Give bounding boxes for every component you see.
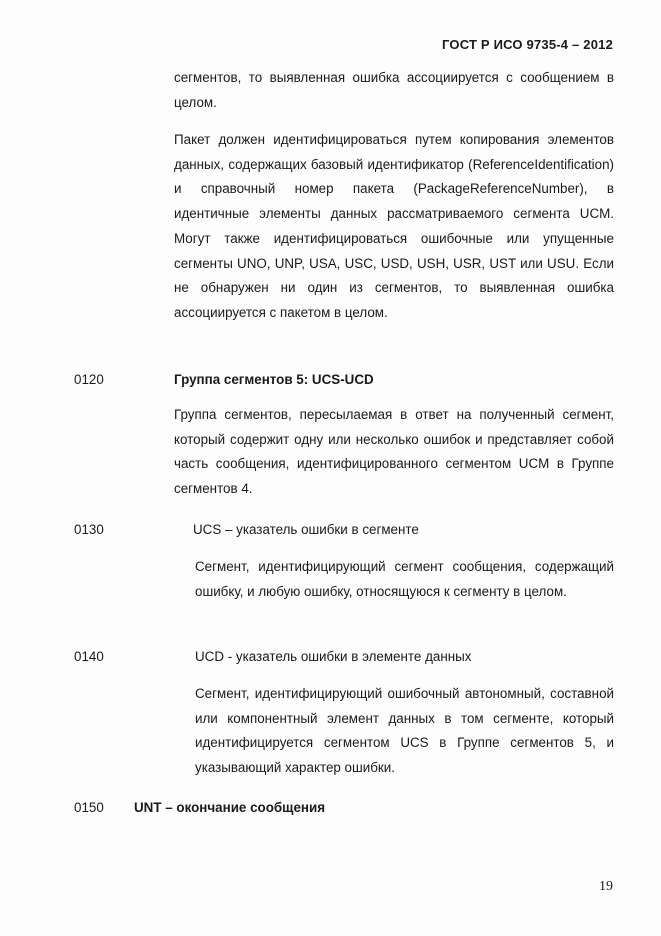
entry-title-unt: UNT – окончание сообщения — [134, 800, 326, 815]
paragraph-group-5-description: Группа сегментов, пересылаемая в ответ на полученный сегмент, который содержит одну или несколько ошибок и представляет собой часть сообщения, идентифицированного сегментом UCM в Группе сегментов 4. — [174, 407, 614, 497]
page-number: 19 — [599, 879, 613, 894]
document-header: ГОСТ Р ИСО 9735-4 – 2012 — [442, 37, 613, 52]
entry-code-0150: 0150 — [74, 800, 104, 815]
entry-title-ucd: UCD - указатель ошибки в элементе данных — [195, 649, 472, 664]
entry-title-ucs: UCS – указатель ошибки в сегменте — [193, 522, 419, 537]
paragraph-ucs-description: Сегмент, идентифицирующий сегмент сообщения, содержащий ошибку, и любую ошибку, относящуюся к сегменту в целом. — [195, 559, 614, 599]
paragraph-package-identification: Пакет должен идентифицироваться путем копирования элементов данных, содержащих базовый идентификатор (ReferenceIdentification) и справочный номер пакета (PackageReferenceNumber), в идентичные элементы данных рассматриваемого сегмента UCM. Могут также идентифицироваться ошибочные или упущенные сегменты UNO, UNP, USA, USC, USD, USH, USR, UST или USU. Если не обнаружен ни один из сегментов, то выявленная ошибка ассоциируется с пакетом в целом. — [174, 132, 614, 320]
entry-code-0130: 0130 — [74, 522, 104, 537]
entry-code-0140: 0140 — [74, 649, 104, 664]
paragraph-ucd-description: Сегмент, идентифицирующий ошибочный автономный, составной или компонентный элемент данных в том сегменте, который идентифицируется сегментом UCS в Группе сегментов 5, и указывающий характер ошибки. — [195, 686, 614, 776]
paragraph-continuation: сегментов, то выявленная ошибка ассоциируется с сообщением в целом. — [174, 70, 614, 110]
entry-code-0120: 0120 — [74, 372, 104, 387]
entry-title-group-5: Группа сегментов 5: UCS-UCD — [174, 372, 374, 387]
